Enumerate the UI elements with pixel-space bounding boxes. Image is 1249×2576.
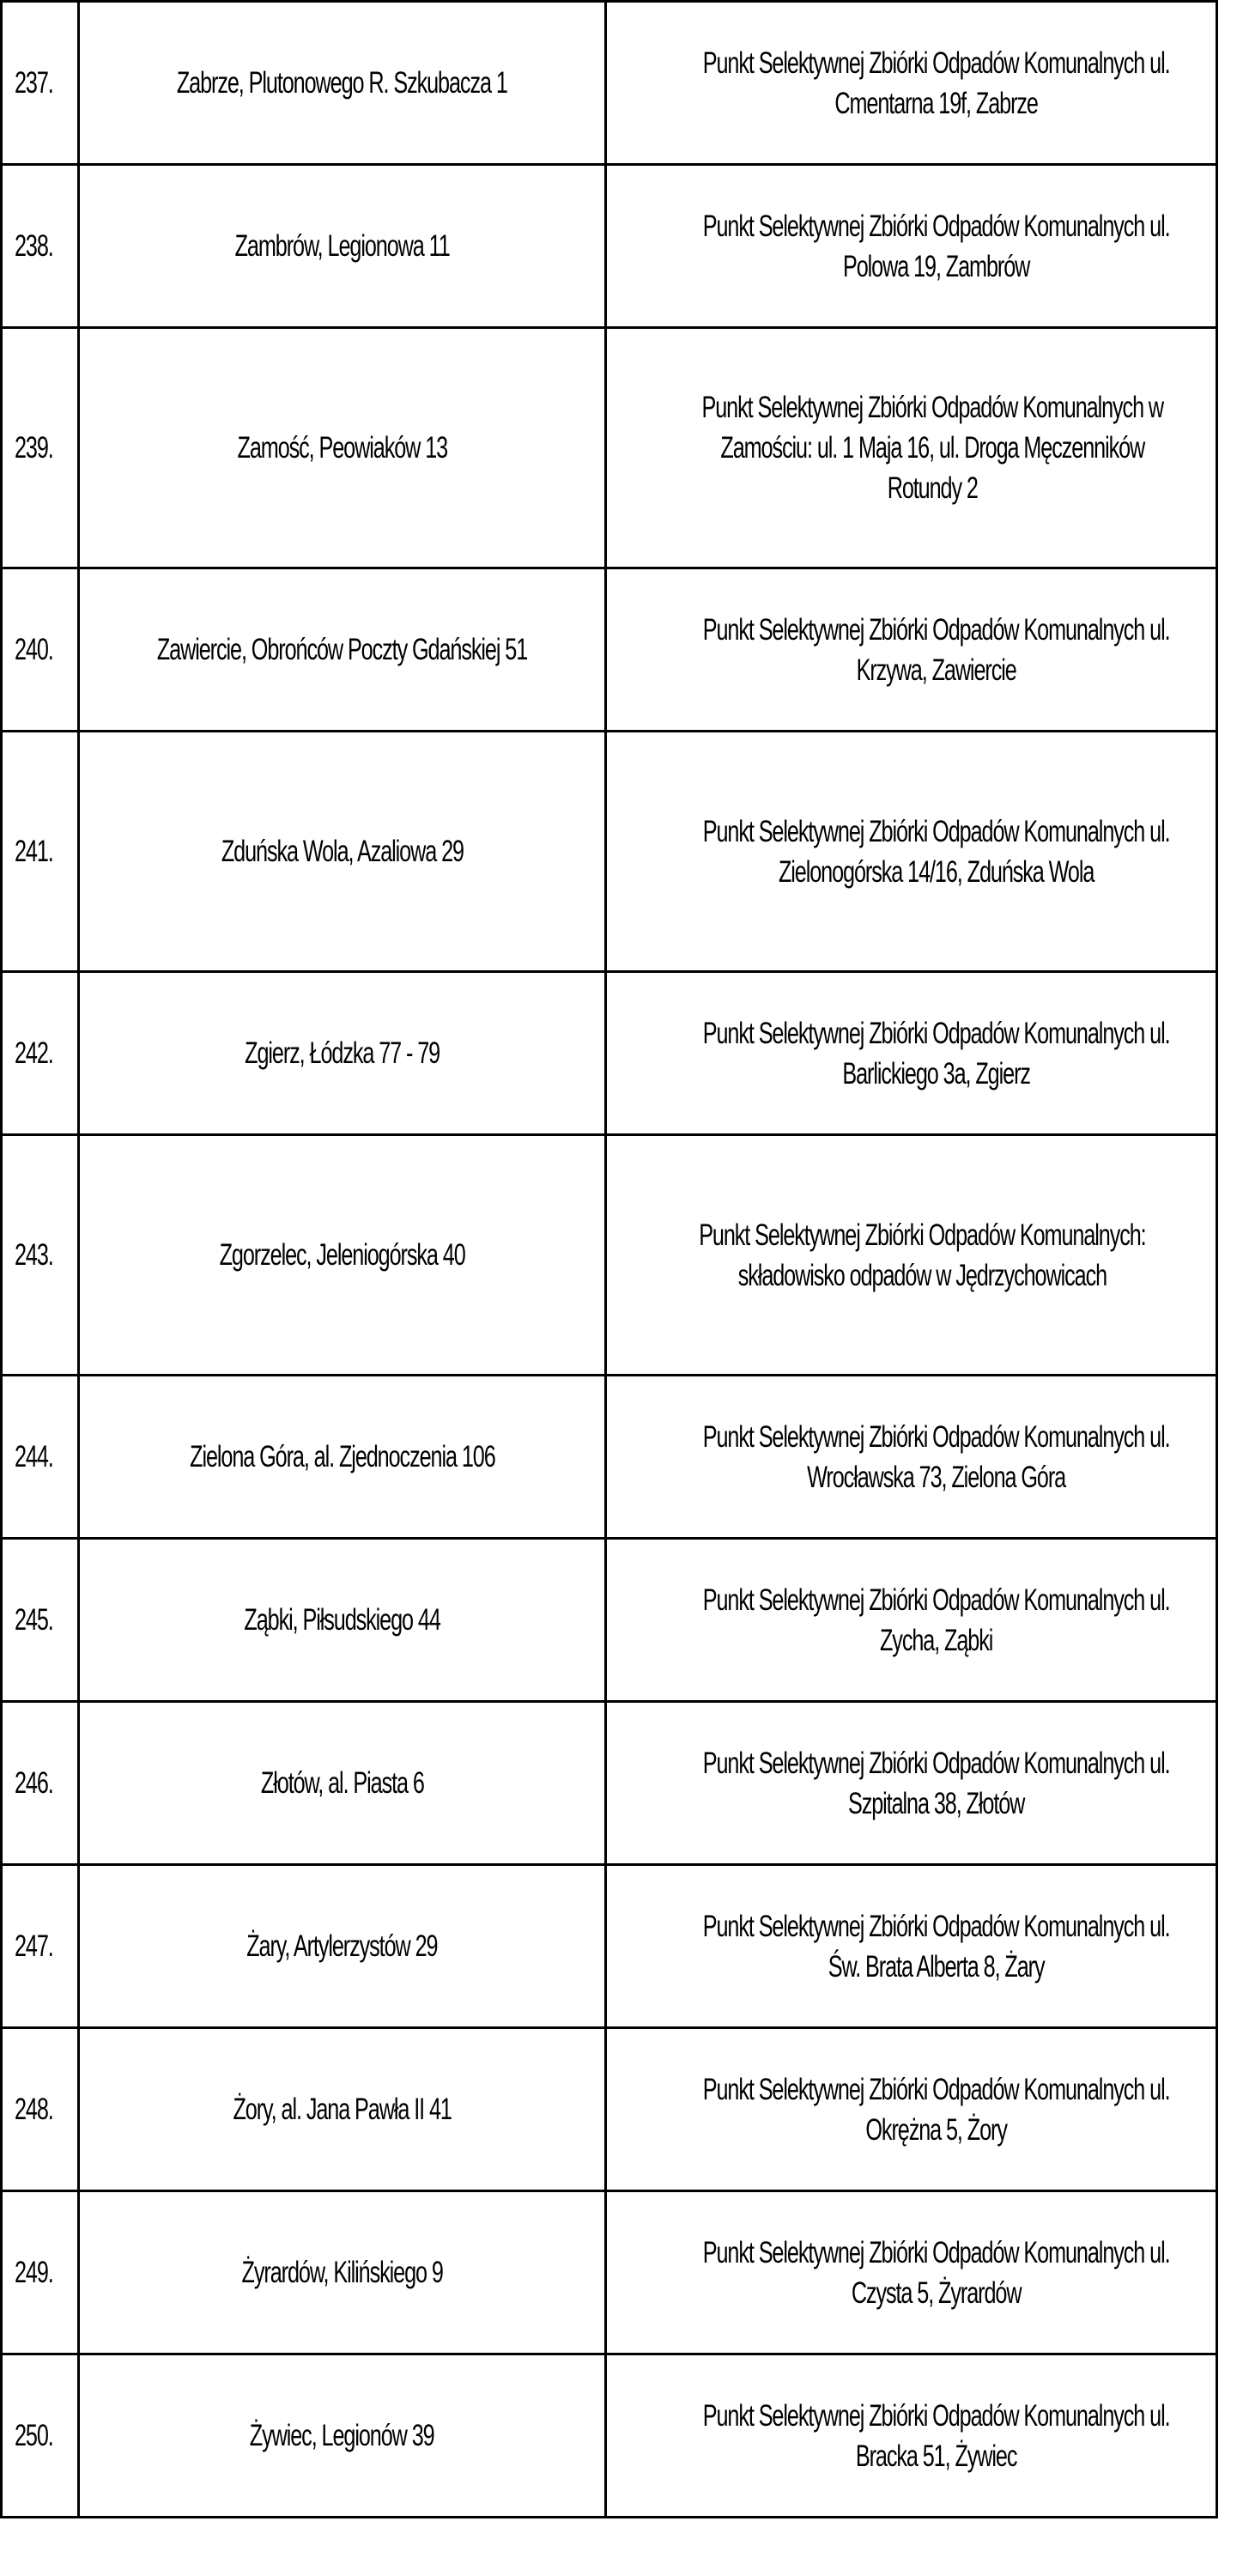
table-row: [2, 1865, 1217, 2028]
location-cell: [79, 1539, 606, 1702]
collection-point-text: [703, 1906, 1170, 1987]
row-number: 248.: [15, 2093, 53, 2126]
location-text: Żory, al. Jana Pawła II 41: [233, 2093, 452, 2126]
collection-point-cell: [606, 1376, 1217, 1539]
table-row: [2, 1135, 1217, 1376]
collection-point-cell: [606, 2191, 1217, 2354]
collection-point-text: [703, 2233, 1170, 2313]
row-number: 243.: [15, 1238, 53, 1272]
location-cell: [79, 328, 606, 568]
location-text: Złotów, al. Piasta 6: [260, 1766, 424, 1800]
table-row: [2, 2191, 1217, 2354]
location-text: Żyrardów, Kilińskiego 9: [241, 2256, 443, 2289]
collection-point-line: Punkt Selektywnej Zbiórki Odpadów Komunalnych ul.: [702, 1016, 1170, 1050]
row-number: 246.: [15, 1766, 53, 1800]
table-row: [2, 2028, 1217, 2191]
location-text: Zgorzelec, Jeleniogórska 40: [219, 1238, 465, 1272]
collection-point-text: [703, 610, 1170, 690]
location-text: Zawiercie, Obrońców Poczty Gdańskiej 51: [156, 633, 528, 666]
collection-point-line: Bracka 51, Żywiec: [855, 2439, 1017, 2473]
row-number: 239.: [15, 431, 53, 465]
table-row: [2, 165, 1217, 328]
row-number: 241.: [15, 835, 53, 868]
collection-point-cell: [606, 972, 1217, 1135]
row-number: 244.: [15, 1440, 53, 1473]
location-cell: [79, 2191, 606, 2354]
location-cell: [79, 2, 606, 165]
row-number: 250.: [15, 2419, 53, 2452]
collection-point-line: Wrocławska 73, Zielona Góra: [807, 1460, 1066, 1494]
collection-point-line: Punkt Selektywnej Zbiórki Odpadów Komunalnych ul.: [702, 2072, 1170, 2106]
table-row: [2, 1702, 1217, 1865]
row-number: 245.: [15, 1603, 53, 1637]
location-cell: [79, 568, 606, 732]
row-number-cell: [2, 1702, 79, 1865]
collection-point-line: Punkt Selektywnej Zbiórki Odpadów Komunalnych ul.: [702, 814, 1170, 848]
collection-point-line: Punkt Selektywnej Zbiórki Odpadów Komunalnych ul.: [702, 46, 1170, 80]
collection-point-text: [703, 206, 1170, 287]
table-row: [2, 2, 1217, 165]
location-text: Zabrze, Plutonowego R. Szkubacza 1: [177, 66, 507, 100]
collection-point-line: Czysta 5, Żyrardów: [851, 2275, 1022, 2310]
location-text: Zduńska Wola, Azaliowa 29: [221, 835, 464, 868]
location-text: Ząbki, Piłsudskiego 44: [244, 1603, 440, 1637]
row-number: 249.: [15, 2256, 53, 2289]
collection-point-line: Punkt Selektywnej Zbiórki Odpadów Komunalnych ul.: [702, 1583, 1170, 1617]
row-number-cell: [2, 328, 79, 568]
row-number-cell: [2, 732, 79, 972]
collection-point-cell: [606, 328, 1217, 568]
collection-point-line: Punkt Selektywnej Zbiórki Odpadów Komunalnych ul.: [702, 1419, 1170, 1454]
location-text: Żary, Artylerzystów 29: [246, 1929, 438, 1963]
row-number: 237.: [15, 66, 53, 100]
collection-point-cell: [606, 1539, 1217, 1702]
collection-point-line: Zycha, Ząbki: [879, 1623, 993, 1657]
collection-point-text: [703, 1580, 1170, 1661]
collection-point-line: Krzywa, Zawiercie: [856, 653, 1016, 687]
collection-point-line: składowisko odpadów w Jędrzychowicach: [737, 1258, 1107, 1292]
row-number: 247.: [15, 1929, 53, 1963]
collection-point-cell: [606, 2028, 1217, 2191]
table-row: [2, 568, 1217, 732]
location-cell: [79, 972, 606, 1135]
collection-point-line: Punkt Selektywnej Zbiórki Odpadów Komunalnych ul.: [702, 2398, 1170, 2433]
collection-point-text: [703, 1743, 1170, 1824]
collection-point-line: Zamościu: ul. 1 Maja 16, ul. Droga Męczenników: [720, 431, 1145, 465]
row-number-cell: [2, 2028, 79, 2191]
row-number-cell: [2, 1376, 79, 1539]
collection-point-text: [703, 2069, 1170, 2150]
collection-point-line: Św. Brata Alberta 8, Żary: [828, 1949, 1045, 1984]
row-number-cell: [2, 1135, 79, 1376]
location-text: Zambrów, Legionowa 11: [234, 229, 450, 263]
collection-point-line: Szpitalna 38, Złotów: [847, 1786, 1025, 1820]
collection-point-line: Punkt Selektywnej Zbiórki Odpadów Komunalnych ul.: [702, 209, 1170, 243]
row-number-cell: [2, 165, 79, 328]
table-row: [2, 328, 1217, 568]
collection-point-line: Punkt Selektywnej Zbiórki Odpadów Komunalnych ul.: [702, 2235, 1170, 2269]
collection-point-text: [703, 1417, 1170, 1498]
collection-point-text: [703, 43, 1170, 124]
collection-point-line: Punkt Selektywnej Zbiórki Odpadów Komunalnych ul.: [702, 612, 1170, 647]
table-row: [2, 2354, 1217, 2518]
collection-point-line: Rotundy 2: [887, 471, 978, 505]
location-text: Zgierz, Łódzka 77 - 79: [245, 1036, 440, 1070]
collection-point-cell: [606, 2, 1217, 165]
collection-point-cell: [606, 1865, 1217, 2028]
table-body: [2, 2, 1217, 2518]
location-text: Zamość, Peowiaków 13: [237, 431, 447, 465]
row-number-cell: [2, 972, 79, 1135]
collection-point-text: [703, 1013, 1170, 1094]
table-row: [2, 1376, 1217, 1539]
row-number-cell: [2, 2354, 79, 2518]
collection-point-line: Polowa 19, Zambrów: [842, 249, 1030, 283]
location-cell: [79, 2354, 606, 2518]
collection-point-cell: [606, 165, 1217, 328]
location-text: Zielona Góra, al. Zjednoczenia 106: [189, 1440, 495, 1473]
row-number-cell: [2, 1865, 79, 2028]
collection-point-line: Punkt Selektywnej Zbiórki Odpadów Komunalnych ul.: [702, 1909, 1170, 1943]
location-cell: [79, 165, 606, 328]
location-cell: [79, 1376, 606, 1539]
collection-point-cell: [606, 568, 1217, 732]
table-row: [2, 732, 1217, 972]
collection-point-line: Cmentarna 19f, Zabrze: [834, 86, 1038, 120]
row-number: 238.: [15, 229, 53, 263]
row-number: 242.: [15, 1036, 53, 1070]
collection-point-text: [703, 811, 1170, 892]
collection-point-text: [699, 1215, 1145, 1296]
collection-point-cell: [606, 1135, 1217, 1376]
collection-point-line: Okrężna 5, Żory: [865, 2112, 1007, 2147]
location-cell: [79, 732, 606, 972]
row-number-cell: [2, 1539, 79, 1702]
collection-point-cell: [606, 1702, 1217, 1865]
collection-point-line: Punkt Selektywnej Zbiórki Odpadów Komunalnych w: [701, 391, 1164, 424]
location-cell: [79, 1865, 606, 2028]
location-cell: [79, 1702, 606, 1865]
row-number-cell: [2, 568, 79, 732]
table-row: [2, 972, 1217, 1135]
collection-point-text: [702, 387, 1164, 508]
collection-point-line: Barlickiego 3a, Zgierz: [842, 1056, 1030, 1091]
location-cell: [79, 2028, 606, 2191]
collection-point-line: Zielonogórska 14/16, Zduńska Wola: [778, 854, 1094, 889]
collection-point-text: [703, 2396, 1170, 2476]
location-cell: [79, 1135, 606, 1376]
collection-point-cell: [606, 2354, 1217, 2518]
collection-point-line: Punkt Selektywnej Zbiórki Odpadów Komunalnych:: [699, 1218, 1146, 1252]
location-text: Żywiec, Legionów 39: [250, 2419, 434, 2452]
row-number: 240.: [15, 633, 53, 666]
row-number-cell: [2, 2, 79, 165]
collection-point-cell: [606, 732, 1217, 972]
row-number-cell: [2, 2191, 79, 2354]
collection-point-line: Punkt Selektywnej Zbiórki Odpadów Komunalnych ul.: [702, 1746, 1170, 1780]
table-row: [2, 1539, 1217, 1702]
